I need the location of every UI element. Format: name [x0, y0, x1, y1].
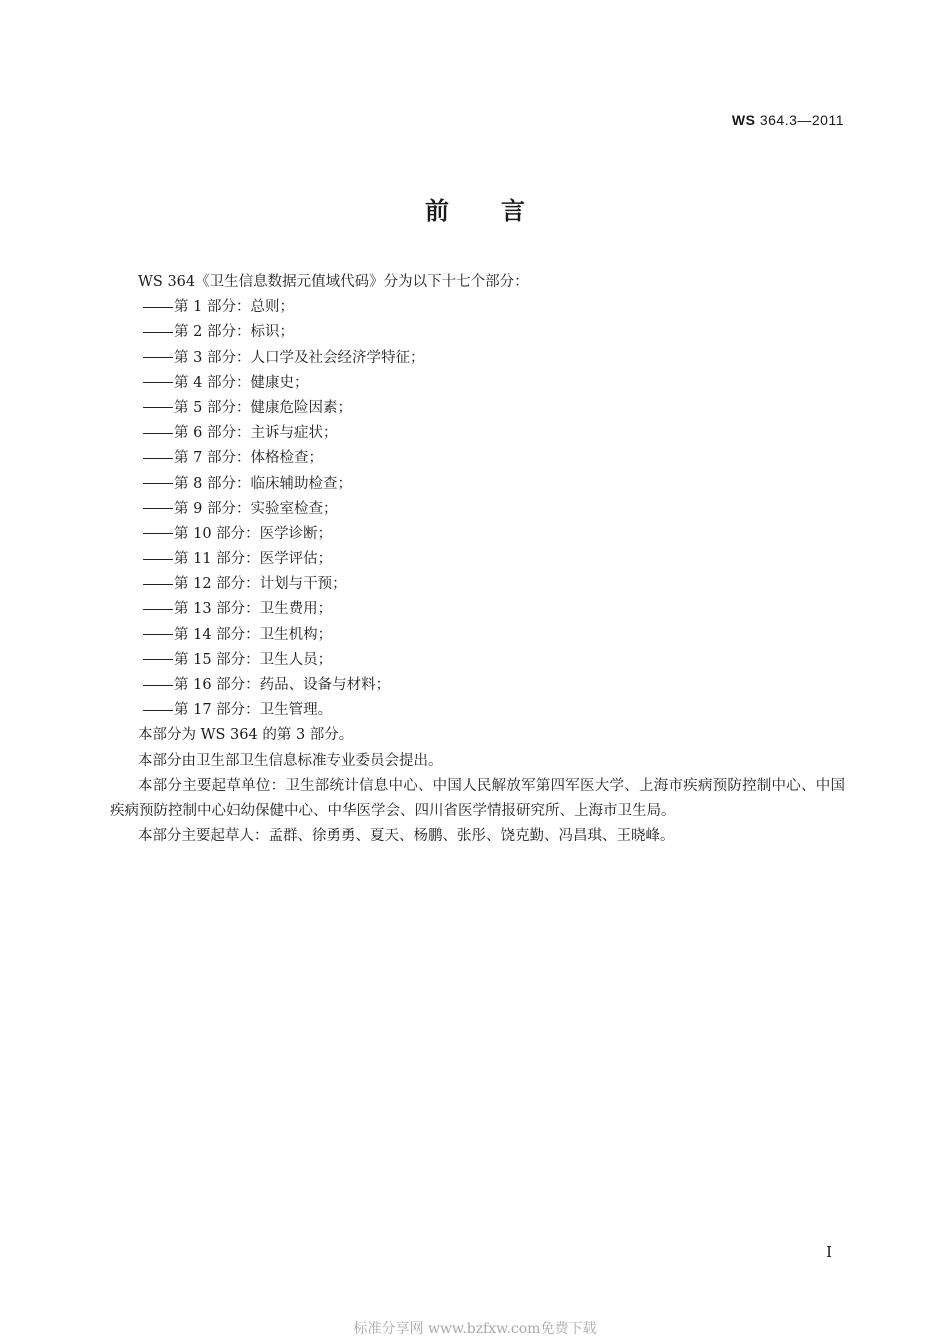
part-item	[110, 320, 845, 345]
part-item	[110, 547, 845, 572]
drafting-units-statement: 本部分主要起草单位：卫生部统计信息中心、中国人民解放军第四军医大学、上海市疾病预防控制中心、中国疾病预防控制中心妇幼保健中心、中华医学会、四川省医学情报研究所、上海市卫生局。	[110, 777, 845, 819]
drafters-statement: 本部分主要起草人：孟群、徐勇勇、夏天、杨鹏、张彤、饶克勤、冯昌琪、王晓峰。	[138, 828, 675, 845]
dash-mark	[143, 357, 173, 358]
part-item	[110, 648, 845, 673]
part-text: 第 16 部分：药品、设备与材料；	[174, 677, 391, 693]
part-text: 第 2 部分：标识；	[174, 324, 294, 341]
part-item	[110, 295, 845, 320]
standard-prefix: WS	[731, 112, 756, 128]
intro-paragraph: WS 364《卫生信息数据元值域代码》分为以下十七个部分：	[138, 274, 529, 290]
proposed-by-statement: 本部分由卫生部卫生信息标准专业委员会提出。	[138, 752, 443, 769]
part-text: 第 10 部分：医学诊断；	[174, 525, 333, 542]
part-text: 第 15 部分：卫生人员；	[174, 651, 333, 668]
part-text: 第 13 部分：卫生费用；	[174, 601, 333, 618]
part-text: 第 9 部分：实验室检查；	[174, 500, 338, 517]
part-text: 第 4 部分：健康史；	[174, 374, 309, 391]
dash-mark	[143, 407, 173, 408]
part-text: 第 1 部分：总则；	[174, 299, 294, 316]
dash-mark	[143, 332, 173, 333]
part-item	[110, 371, 845, 396]
dash-mark	[143, 659, 173, 660]
dash-mark	[143, 634, 173, 635]
watermark: 标准分享网 www.bzfxw.com免费下载	[353, 1321, 597, 1337]
this-part-statement: 本部分为 WS 364 的第 3 部分。	[138, 727, 354, 744]
dash-mark	[143, 710, 173, 711]
part-text: 第 11 部分：医学评估；	[174, 551, 333, 568]
dash-mark	[143, 533, 173, 534]
dash-mark	[143, 307, 173, 308]
part-text: 第 14 部分：卫生机构；	[174, 626, 333, 643]
part-item	[110, 396, 845, 421]
dash-mark	[143, 609, 173, 610]
part-text: 第 6 部分：主诉与症状；	[174, 425, 338, 442]
part-item	[110, 572, 845, 597]
part-text: 第 7 部分：体格检查；	[174, 450, 323, 467]
page-number: I	[826, 1243, 832, 1261]
standard-code: 364.3—2011	[759, 112, 844, 128]
part-text: 第 12 部分：计划与干预；	[174, 576, 347, 593]
dash-mark	[143, 559, 173, 560]
foreword-body	[110, 270, 845, 849]
part-item	[110, 623, 845, 648]
part-item	[110, 421, 845, 446]
part-text: 第 5 部分：健康危险因素；	[174, 399, 352, 416]
part-item	[110, 597, 845, 622]
dash-mark	[143, 483, 173, 484]
dash-mark	[143, 508, 173, 509]
dash-mark	[143, 458, 173, 459]
part-text: 第 3 部分：人口学及社会经济学特征；	[174, 349, 425, 366]
part-item	[110, 446, 845, 471]
part-item	[110, 698, 845, 723]
part-item	[110, 673, 845, 698]
page-title: 前言	[425, 197, 577, 225]
dash-mark	[143, 584, 173, 585]
part-item	[110, 497, 845, 522]
part-text: 第 8 部分：临床辅助检查；	[174, 475, 352, 492]
part-text: 第 17 部分：卫生管理。	[174, 702, 333, 719]
dash-mark	[143, 433, 173, 434]
dash-mark	[143, 382, 173, 383]
part-item	[110, 346, 845, 371]
part-item	[110, 472, 845, 497]
standard-number	[732, 112, 844, 128]
part-item	[110, 522, 845, 547]
dash-mark	[143, 685, 173, 686]
